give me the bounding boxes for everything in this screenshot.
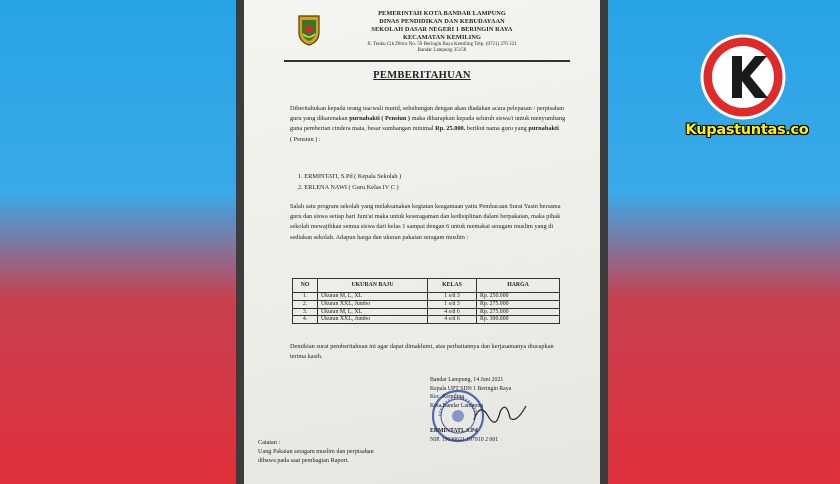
table-cell: 4 s/d 6 (428, 308, 477, 316)
paragraph-closing: Demikian surat pemberitahuan ini agar dapat dimaklumi, atas perhatiannya dan kerjasamanya diucapkan terima kasih. (290, 343, 554, 361)
table-cell: Ukuran M, L, XL (318, 308, 428, 316)
table-cell: Rp. 275.000 (477, 300, 560, 308)
table-row (293, 308, 560, 316)
text-run: Diberitahukan kepada orang tua/wali murid, sehubungan dengan akan diadakan acara pelepasan / perpisahan guru yang dikarenakan (290, 105, 564, 123)
letterhead-line: SEKOLAH DASAR NEGERI 1 BERINGIN RAYA (371, 26, 513, 33)
text-run-bold: purnabakti (528, 125, 559, 133)
teacher-list (298, 172, 558, 193)
column-header: HARGA (477, 279, 560, 293)
letterhead-line: DINAS PENDIDIKAN DAN KEBUDAYAAN (379, 18, 505, 25)
letterhead-line: KECAMATAN KEMILING (402, 34, 481, 41)
signature-place-date: Bandar Lampung, 14 Juni 2021 (430, 377, 504, 383)
paragraph-uniform: Salah satu program sekolah yang melaksanakan kegiatan keagamaan yaitu Pembacaan Surat Yasin bersama guru dan siswa setiap hari Jum'at maka untuk keseragaman dan kedisiplinan dalam berpakaian, maka pihak sekolah mewajibkan semua siswa dari kelas 1 sampai dengan 6 untuk memakai seragam muslim yang di sediakan sekolah. Adapun harga dan ukuran pakaian seragam muslim : (290, 203, 561, 241)
table-cell: 1 s/d 3 (428, 300, 477, 308)
table-cell: 2. (293, 300, 318, 308)
table-cell: Ukuran XXL, Jumbo (318, 300, 428, 308)
signature-name: ERMINTATI, S.Pd (430, 428, 478, 435)
notes-line: Uang Pakaian seragam muslim dan perpisahan (258, 448, 374, 455)
text-run-bold: purnabakti ( Pensiun ) (349, 115, 410, 123)
city-crest-icon (296, 14, 322, 46)
table-cell: Rp. 275.000 (477, 308, 560, 316)
table-cell: 1 s/d 3 (428, 293, 477, 301)
table-cell: Rp. 300.000 (477, 316, 560, 324)
document-title: PEMBERITAHUAN (373, 70, 471, 81)
table-cell: 1. (293, 293, 318, 301)
signature-role: Kec. Kemiling (430, 394, 465, 401)
list-item: 2. ERLENA NAWI ( Guru Kelas IV C ) (298, 183, 399, 191)
uniform-price-table (292, 278, 560, 324)
table-row (293, 293, 560, 301)
letter-document (244, 0, 600, 484)
column-header: KELAS (428, 279, 477, 293)
table-cell: Rp. 250.000 (477, 293, 560, 301)
text-run-bold: Rp. 25.000. (435, 125, 466, 133)
paragraph-announcement (290, 104, 566, 145)
text-run: maka diharapkan kepada seluruh siswa/i untuk menyumbang guna pemberian cindera mata, besar sumbangan minimal (290, 115, 566, 133)
text-run: ( Pensiun ) : (290, 135, 321, 143)
text-run: berikut nama guru yang (465, 125, 529, 133)
notes-label: Catatan : (258, 439, 281, 446)
table-row (293, 316, 560, 324)
table-cell: Ukuran M, L, XL (318, 293, 428, 301)
signature-role: Kota Bandar Lampung (430, 402, 484, 409)
table-cell: 4. (293, 316, 318, 324)
notes-line: dibawa pada saat pembagian Raport. (258, 457, 349, 464)
header-divider (284, 60, 570, 62)
signature-nip: NIP. 19630621 197910 2 001 (430, 436, 499, 443)
table-cell: 3. (293, 308, 318, 316)
table-cell: 4 s/d 6 (428, 316, 477, 324)
table-cell: Ukuran XXL, Jumbo (318, 316, 428, 324)
table-header-row (293, 279, 560, 293)
letterhead-address: Bandar Lampung 35158 (417, 48, 467, 53)
kupastuntas-logo-icon (700, 34, 786, 120)
table-row (293, 300, 560, 308)
column-header: NO (293, 279, 318, 293)
column-header: UKURAN BAJU (318, 279, 428, 293)
letterhead-line: PEMERINTAH KOTA BANDAR LAMPUNG (378, 10, 506, 17)
handwritten-signature-icon (470, 398, 530, 428)
brand-name: Kupastuntas.co (685, 122, 809, 138)
list-item: 1. ERMINTATI, S.Pd ( Kepala Sekolah ) (298, 173, 402, 180)
letterhead (332, 10, 552, 54)
signature-role: Kepala UPT SDN 1 Beringin Raya (430, 385, 512, 392)
notes-block (258, 438, 458, 465)
letterhead-address: Jl. Teuku Cik Ditiro No. 59 Beringin Raya Kemiling Telp. (0721) 270 221 (367, 42, 517, 47)
